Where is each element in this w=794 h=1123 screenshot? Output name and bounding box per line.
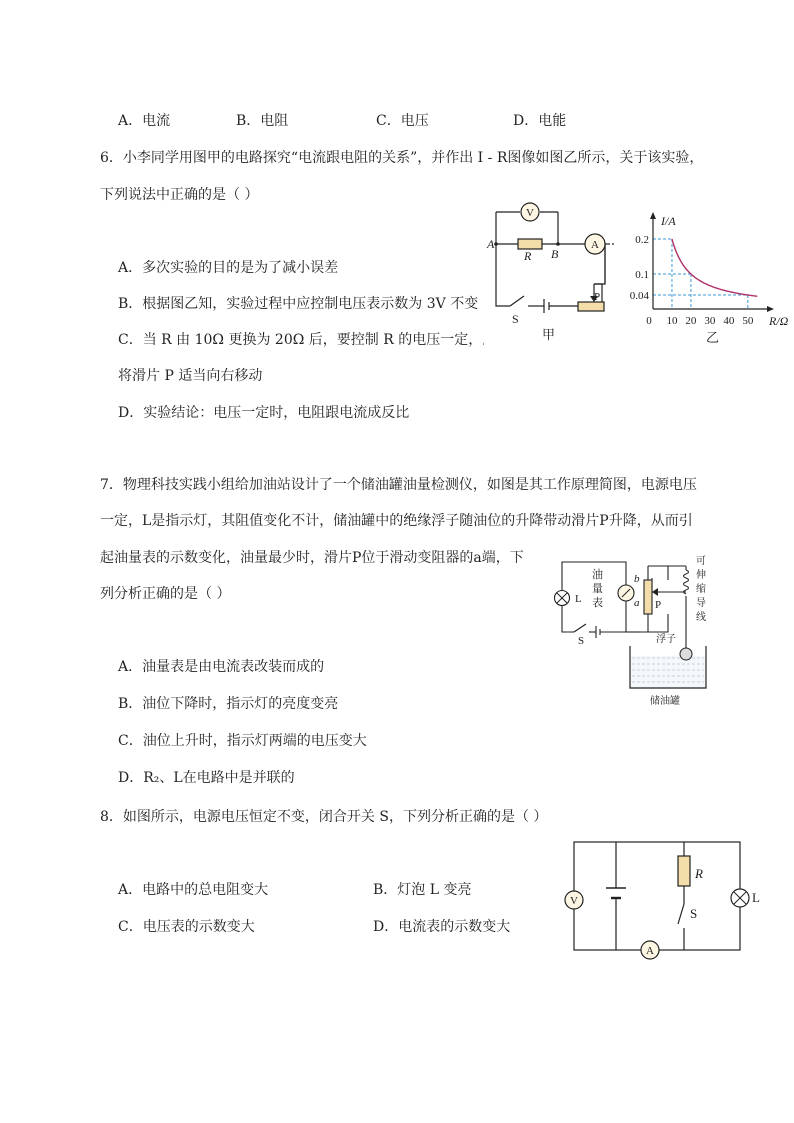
- q8-circuit-figure: [556, 834, 766, 966]
- q6-option-c[interactable]: C．当 R 由 10Ω 更换为 20Ω 后，要控制 R 的电压一定，应: [118, 332, 497, 348]
- q8-lamp-label: L: [752, 890, 760, 905]
- q6-option-c-cont: 将滑片 P 适当向右移动: [118, 368, 263, 384]
- q7-meter-char2: 量: [592, 583, 603, 595]
- q6-option-b[interactable]: B．根据图乙知，实验过程中应控制电压表示数为 3V 不变: [118, 296, 479, 312]
- q6-stem-line2: 下列说法中正确的是（ ）: [100, 187, 259, 203]
- q7-end-b: b: [634, 573, 640, 585]
- x-tick-label: 50: [742, 315, 754, 327]
- y-tick-label: 0.2: [635, 234, 649, 246]
- q8-option-c[interactable]: C．电压表的示数变大: [118, 919, 255, 935]
- q6-resistor-label: R: [524, 249, 532, 263]
- q8-option-d[interactable]: D．电流表的示数变大: [373, 919, 511, 935]
- q6-caption-jia: 甲: [542, 327, 556, 342]
- q7-stem-line3: 起油量表的示数变化，油量最少时，滑片P位于滑动变阻器的a端，下: [100, 550, 524, 566]
- q7-wire-char5: 线: [696, 612, 706, 623]
- q7-lamp-label: L: [575, 593, 582, 605]
- q7-wire-char4: 导: [696, 598, 706, 609]
- q7-float-label: 浮子: [656, 634, 676, 645]
- q6-slider-label: P: [594, 291, 601, 303]
- q7-option-d[interactable]: D．R₂、L在电路中是并联的: [118, 770, 295, 786]
- x-tick-label: 20: [685, 315, 697, 327]
- graph-xlabel: R/Ω: [769, 314, 789, 328]
- q5-option-d[interactable]: D．电能: [513, 113, 567, 129]
- q7-switch-s: S: [578, 635, 585, 647]
- q7-wire-char2: 伸: [696, 570, 706, 581]
- q6-caption-yi: 乙: [706, 330, 720, 345]
- q7-oil-gauge-figure: [548, 552, 718, 712]
- q6-switch-label: S: [512, 312, 519, 326]
- y-tick-label: 0.04: [629, 290, 649, 302]
- q6-option-d[interactable]: D．实验结论：电压一定时，电阻跟电流成反比: [118, 405, 410, 421]
- q6-ammeter-label: A: [591, 239, 599, 251]
- q7-end-a: a: [634, 597, 640, 609]
- x-tick-label: 10: [666, 315, 678, 327]
- x-tick-label: 30: [704, 315, 716, 327]
- q6-point-a: A: [487, 237, 495, 251]
- q7-option-b[interactable]: B．油位下降时，指示灯的亮度变亮: [118, 696, 339, 712]
- q5-option-b[interactable]: B．电阻: [236, 113, 289, 129]
- q8-ammeter-label: A: [646, 945, 654, 957]
- x-tick-label: 40: [723, 315, 735, 327]
- q7-stem-line1: 7．物理科技实践小组给加油站设计了一个储油罐油量检测仪，如图是其工作原理简图，电源电压: [100, 477, 697, 493]
- y-tick-label: 0.1: [635, 269, 649, 281]
- q6-voltmeter-label: V: [526, 207, 534, 219]
- x-tick-label: 0: [646, 315, 652, 327]
- q7-stem-line4: 列分析正确的是（ ）: [100, 586, 231, 602]
- q7-wire-char1: 可: [696, 556, 706, 567]
- q7-tank-label: 储油罐: [650, 696, 680, 707]
- q5-option-a[interactable]: A．电流: [118, 113, 171, 129]
- q5-option-c[interactable]: C．电压: [376, 113, 429, 129]
- q6-ir-graph: [618, 210, 794, 350]
- q6-circuit-jia: [484, 196, 612, 346]
- q6-point-b: B: [551, 247, 559, 261]
- q7-option-a[interactable]: A．油量表是由电流表改装而成的: [118, 659, 325, 675]
- q7-meter-char1: 油: [592, 569, 603, 581]
- q7-slider-p: P: [655, 599, 662, 611]
- q7-option-c[interactable]: C．油位上升时，指示灯两端的电压变大: [118, 733, 367, 749]
- q6-option-a[interactable]: A．多次实验的目的是为了减小误差: [118, 260, 339, 276]
- q8-stem: 8．如图所示，电源电压恒定不变，闭合开关 S，下列分析正确的是（ ）: [100, 809, 548, 825]
- q7-wire-char3: 缩: [696, 584, 706, 595]
- q8-option-a[interactable]: A．电路中的总电阻变大: [118, 882, 269, 898]
- q6-stem-line1: 6．小李同学用图甲的电路探究“电流跟电阻的关系”，并作出 I - R图像如图乙所示，关于该实验，: [100, 150, 704, 166]
- q8-voltmeter-label: V: [570, 895, 578, 907]
- q7-meter-char3: 表: [592, 597, 603, 609]
- ir-curve: [672, 239, 757, 296]
- q8-switch-label: S: [690, 906, 698, 921]
- q8-resistor-label: R: [695, 866, 703, 881]
- graph-ylabel: I/A: [661, 214, 676, 228]
- q7-stem-line2: 一定，L是指示灯，其阻值变化不计，储油罐中的绝缘浮子随油位的升降带动滑片P升降，从而引: [100, 513, 693, 529]
- q8-option-b[interactable]: B．灯泡 L 变亮: [373, 882, 472, 898]
